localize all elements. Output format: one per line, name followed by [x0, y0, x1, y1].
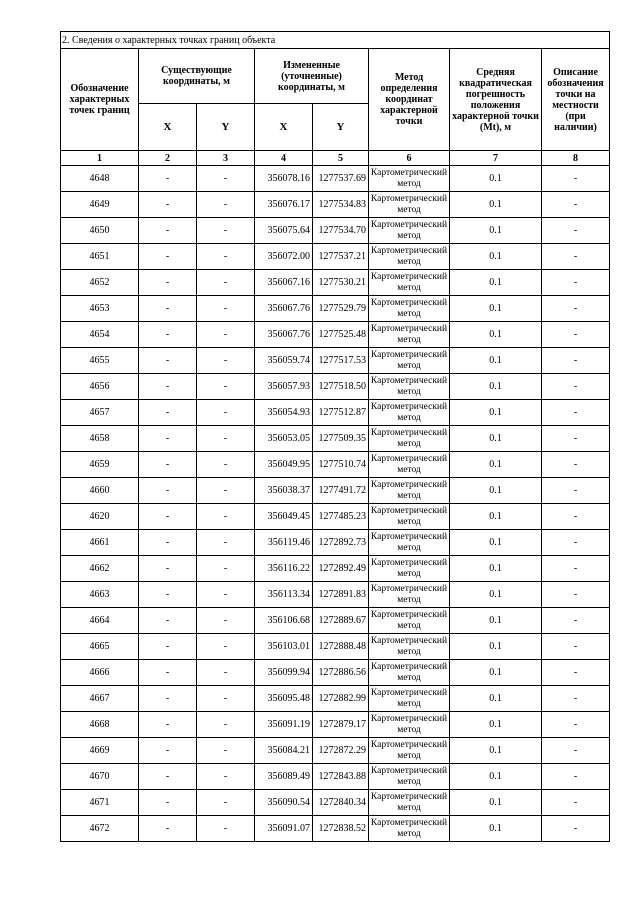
cell-existing-x: - [139, 582, 197, 608]
table-row [61, 738, 610, 764]
cell-changed-y: 1277510.74 [313, 452, 369, 478]
cell-accuracy: 0.1 [450, 400, 542, 426]
cell-changed-x: 356067.76 [255, 322, 313, 348]
cell-method: Картометрический метод [369, 218, 450, 244]
header-description: Описание обозначения точки на местности (при наличии) [542, 49, 610, 151]
table-row [61, 452, 610, 478]
cell-changed-y: 1272872.29 [313, 738, 369, 764]
cell-changed-y: 1272879.17 [313, 712, 369, 738]
cell-description: - [542, 452, 610, 478]
cell-point-number: 4672 [61, 816, 139, 842]
cell-changed-y: 1272891.83 [313, 582, 369, 608]
cell-method: Картометрический метод [369, 530, 450, 556]
cell-existing-x: - [139, 660, 197, 686]
table-row [61, 478, 610, 504]
cell-existing-y: - [197, 686, 255, 712]
cell-existing-y: - [197, 608, 255, 634]
cell-point-number: 4655 [61, 348, 139, 374]
cell-existing-x: - [139, 400, 197, 426]
cell-changed-x: 356078.16 [255, 166, 313, 192]
cell-point-number: 4666 [61, 660, 139, 686]
cell-existing-y: - [197, 634, 255, 660]
cell-accuracy: 0.1 [450, 608, 542, 634]
cell-method: Картометрический метод [369, 426, 450, 452]
table-row [61, 426, 610, 452]
cell-description: - [542, 764, 610, 790]
table-row [61, 556, 610, 582]
table-row [61, 608, 610, 634]
cell-point-number: 4668 [61, 712, 139, 738]
cell-changed-x: 356049.95 [255, 452, 313, 478]
cell-accuracy: 0.1 [450, 192, 542, 218]
cell-changed-y: 1277534.83 [313, 192, 369, 218]
cell-changed-y: 1277512.87 [313, 400, 369, 426]
cell-changed-y: 1272888.48 [313, 634, 369, 660]
cell-point-number: 4650 [61, 218, 139, 244]
cell-description: - [542, 218, 610, 244]
table-row [61, 322, 610, 348]
cell-changed-x: 356072.00 [255, 244, 313, 270]
cell-existing-y: - [197, 374, 255, 400]
cell-description: - [542, 634, 610, 660]
cell-existing-x: - [139, 686, 197, 712]
cell-changed-x: 356057.93 [255, 374, 313, 400]
cell-existing-y: - [197, 348, 255, 374]
cell-point-number: 4653 [61, 296, 139, 322]
table-row [61, 712, 610, 738]
cell-description: - [542, 686, 610, 712]
cell-existing-x: - [139, 712, 197, 738]
cell-existing-x: - [139, 764, 197, 790]
cell-method: Картометрический метод [369, 400, 450, 426]
cell-changed-x: 356038.37 [255, 478, 313, 504]
cell-changed-x: 356119.46 [255, 530, 313, 556]
cell-point-number: 4662 [61, 556, 139, 582]
cell-accuracy: 0.1 [450, 634, 542, 660]
cell-existing-y: - [197, 712, 255, 738]
cell-existing-x: - [139, 530, 197, 556]
cell-changed-x: 356075.64 [255, 218, 313, 244]
cell-existing-y: - [197, 556, 255, 582]
cell-changed-y: 1272889.67 [313, 608, 369, 634]
cell-existing-x: - [139, 374, 197, 400]
cell-existing-y: - [197, 400, 255, 426]
cell-point-number: 4652 [61, 270, 139, 296]
cell-changed-x: 356103.01 [255, 634, 313, 660]
cell-existing-y: - [197, 764, 255, 790]
table-row [61, 270, 610, 296]
cell-point-number: 4654 [61, 322, 139, 348]
cell-method: Картометрический метод [369, 608, 450, 634]
cell-existing-y: - [197, 192, 255, 218]
cell-point-number: 4656 [61, 374, 139, 400]
cell-existing-x: - [139, 270, 197, 296]
cell-existing-x: - [139, 478, 197, 504]
cell-accuracy: 0.1 [450, 322, 542, 348]
cell-point-number: 4620 [61, 504, 139, 530]
cell-description: - [542, 244, 610, 270]
cell-accuracy: 0.1 [450, 374, 542, 400]
cell-changed-y: 1277509.35 [313, 426, 369, 452]
cell-description: - [542, 426, 610, 452]
cell-changed-x: 356089.49 [255, 764, 313, 790]
cell-method: Картометрический метод [369, 478, 450, 504]
cell-accuracy: 0.1 [450, 712, 542, 738]
cell-changed-x: 356059.74 [255, 348, 313, 374]
cell-accuracy: 0.1 [450, 764, 542, 790]
table-row [61, 504, 610, 530]
column-number: 3 [197, 151, 255, 166]
cell-existing-x: - [139, 192, 197, 218]
cell-description: - [542, 660, 610, 686]
table-row [61, 244, 610, 270]
cell-changed-y: 1277530.21 [313, 270, 369, 296]
cell-description: - [542, 530, 610, 556]
cell-method: Картометрический метод [369, 166, 450, 192]
cell-existing-y: - [197, 790, 255, 816]
cell-accuracy: 0.1 [450, 270, 542, 296]
header-changed-coordinates: Измененные (уточненные) координаты, м [255, 49, 369, 104]
table-body [61, 166, 610, 842]
cell-description: - [542, 400, 610, 426]
column-number: 5 [313, 151, 369, 166]
cell-method: Картометрический метод [369, 296, 450, 322]
cell-method: Картометрический метод [369, 270, 450, 296]
table-row [61, 660, 610, 686]
column-number: 8 [542, 151, 610, 166]
cell-accuracy: 0.1 [450, 660, 542, 686]
cell-existing-y: - [197, 166, 255, 192]
cell-method: Картометрический метод [369, 556, 450, 582]
cell-changed-x: 356091.07 [255, 816, 313, 842]
cell-existing-x: - [139, 426, 197, 452]
cell-changed-y: 1277485.23 [313, 504, 369, 530]
cell-existing-y: - [197, 218, 255, 244]
cell-changed-x: 356091.19 [255, 712, 313, 738]
cell-changed-x: 356067.16 [255, 270, 313, 296]
cell-changed-x: 356084.21 [255, 738, 313, 764]
column-number: 2 [139, 151, 197, 166]
cell-point-number: 4660 [61, 478, 139, 504]
cell-description: - [542, 504, 610, 530]
cell-point-number: 4661 [61, 530, 139, 556]
cell-changed-x: 356106.68 [255, 608, 313, 634]
cell-point-number: 4671 [61, 790, 139, 816]
cell-changed-y: 1277534.70 [313, 218, 369, 244]
cell-method: Картометрический метод [369, 790, 450, 816]
cell-existing-y: - [197, 816, 255, 842]
cell-changed-y: 1272886.56 [313, 660, 369, 686]
cell-accuracy: 0.1 [450, 582, 542, 608]
cell-existing-y: - [197, 478, 255, 504]
cell-existing-x: - [139, 218, 197, 244]
cell-changed-x: 356054.93 [255, 400, 313, 426]
cell-changed-x: 356095.48 [255, 686, 313, 712]
cell-changed-x: 356090.54 [255, 790, 313, 816]
cell-existing-y: - [197, 296, 255, 322]
cell-existing-x: - [139, 452, 197, 478]
cell-changed-y: 1277525.48 [313, 322, 369, 348]
cell-changed-x: 356116.22 [255, 556, 313, 582]
table-row [61, 400, 610, 426]
cell-point-number: 4669 [61, 738, 139, 764]
column-number: 6 [369, 151, 450, 166]
cell-description: - [542, 322, 610, 348]
cell-accuracy: 0.1 [450, 816, 542, 842]
cell-method: Картометрический метод [369, 452, 450, 478]
header-accuracy: Средняя квадратическая погрешность положения характерной точки (Mt), м [450, 49, 542, 151]
cell-existing-x: - [139, 296, 197, 322]
table-row [61, 374, 610, 400]
table-row [61, 296, 610, 322]
header-method: Метод определения координат характерной точки [369, 49, 450, 151]
cell-changed-y: 1277537.69 [313, 166, 369, 192]
column-number: 7 [450, 151, 542, 166]
cell-method: Картометрический метод [369, 660, 450, 686]
cell-existing-y: - [197, 426, 255, 452]
cell-existing-x: - [139, 738, 197, 764]
cell-description: - [542, 816, 610, 842]
cell-changed-y: 1272843.88 [313, 764, 369, 790]
cell-accuracy: 0.1 [450, 166, 542, 192]
cell-method: Картометрический метод [369, 192, 450, 218]
cell-existing-y: - [197, 452, 255, 478]
cell-accuracy: 0.1 [450, 426, 542, 452]
cell-accuracy: 0.1 [450, 218, 542, 244]
cell-description: - [542, 374, 610, 400]
cell-method: Картометрический метод [369, 712, 450, 738]
cell-existing-x: - [139, 608, 197, 634]
cell-changed-y: 1277491.72 [313, 478, 369, 504]
cell-description: - [542, 712, 610, 738]
cell-method: Картометрический метод [369, 322, 450, 348]
cell-existing-y: - [197, 738, 255, 764]
cell-accuracy: 0.1 [450, 790, 542, 816]
cell-existing-x: - [139, 166, 197, 192]
cell-description: - [542, 192, 610, 218]
header-existing-x: X [139, 104, 197, 151]
cell-description: - [542, 738, 610, 764]
cell-method: Картометрический метод [369, 738, 450, 764]
table-row [61, 686, 610, 712]
cell-point-number: 4667 [61, 686, 139, 712]
cell-description: - [542, 166, 610, 192]
cell-changed-y: 1272882.99 [313, 686, 369, 712]
cell-existing-x: - [139, 322, 197, 348]
cell-existing-y: - [197, 582, 255, 608]
cell-existing-x: - [139, 556, 197, 582]
column-number: 4 [255, 151, 313, 166]
cell-description: - [542, 556, 610, 582]
cell-description: - [542, 582, 610, 608]
cell-changed-y: 1272892.73 [313, 530, 369, 556]
cell-method: Картометрический метод [369, 582, 450, 608]
table-row [61, 348, 610, 374]
cell-method: Картометрический метод [369, 634, 450, 660]
cell-method: Картометрический метод [369, 504, 450, 530]
cell-existing-x: - [139, 816, 197, 842]
cell-existing-x: - [139, 348, 197, 374]
cell-description: - [542, 790, 610, 816]
cell-point-number: 4657 [61, 400, 139, 426]
cell-description: - [542, 478, 610, 504]
cell-method: Картометрический метод [369, 764, 450, 790]
table-row [61, 634, 610, 660]
boundary-points-table [60, 31, 610, 842]
cell-changed-x: 356053.05 [255, 426, 313, 452]
cell-point-number: 4658 [61, 426, 139, 452]
cell-changed-y: 1272838.52 [313, 816, 369, 842]
table-row [61, 790, 610, 816]
cell-point-number: 4651 [61, 244, 139, 270]
header-changed-y: Y [313, 104, 369, 151]
cell-point-number: 4665 [61, 634, 139, 660]
cell-existing-y: - [197, 244, 255, 270]
cell-method: Картометрический метод [369, 244, 450, 270]
cell-changed-y: 1277529.79 [313, 296, 369, 322]
cell-accuracy: 0.1 [450, 452, 542, 478]
cell-point-number: 4670 [61, 764, 139, 790]
cell-changed-x: 356099.94 [255, 660, 313, 686]
cell-existing-y: - [197, 504, 255, 530]
column-number: 1 [61, 151, 139, 166]
cell-description: - [542, 296, 610, 322]
cell-point-number: 4659 [61, 452, 139, 478]
cell-method: Картометрический метод [369, 686, 450, 712]
cell-accuracy: 0.1 [450, 348, 542, 374]
cell-point-number: 4649 [61, 192, 139, 218]
header-existing-coordinates: Существующие координаты, м [139, 49, 255, 104]
table-row [61, 764, 610, 790]
cell-changed-x: 356049.45 [255, 504, 313, 530]
cell-changed-y: 1277537.21 [313, 244, 369, 270]
cell-description: - [542, 270, 610, 296]
cell-changed-x: 356113.34 [255, 582, 313, 608]
cell-existing-y: - [197, 660, 255, 686]
cell-existing-x: - [139, 244, 197, 270]
cell-existing-x: - [139, 504, 197, 530]
cell-accuracy: 0.1 [450, 738, 542, 764]
cell-accuracy: 0.1 [450, 478, 542, 504]
cell-point-number: 4648 [61, 166, 139, 192]
cell-existing-y: - [197, 270, 255, 296]
cell-changed-y: 1277518.50 [313, 374, 369, 400]
cell-accuracy: 0.1 [450, 686, 542, 712]
header-point-designation: Обозначение характерных точек границ [61, 49, 139, 151]
table-row [61, 582, 610, 608]
cell-changed-y: 1272840.34 [313, 790, 369, 816]
cell-point-number: 4663 [61, 582, 139, 608]
cell-changed-y: 1277517.53 [313, 348, 369, 374]
table-row [61, 530, 610, 556]
cell-accuracy: 0.1 [450, 296, 542, 322]
cell-point-number: 4664 [61, 608, 139, 634]
cell-description: - [542, 608, 610, 634]
table-row [61, 166, 610, 192]
cell-changed-x: 356067.76 [255, 296, 313, 322]
table-row [61, 816, 610, 842]
cell-description: - [542, 348, 610, 374]
cell-changed-y: 1272892.49 [313, 556, 369, 582]
header-existing-y: Y [197, 104, 255, 151]
cell-accuracy: 0.1 [450, 530, 542, 556]
cell-method: Картометрический метод [369, 348, 450, 374]
cell-existing-y: - [197, 530, 255, 556]
table-row [61, 218, 610, 244]
cell-method: Картометрический метод [369, 374, 450, 400]
cell-accuracy: 0.1 [450, 504, 542, 530]
cell-existing-x: - [139, 790, 197, 816]
cell-accuracy: 0.1 [450, 244, 542, 270]
table-row [61, 192, 610, 218]
header-changed-x: X [255, 104, 313, 151]
cell-existing-y: - [197, 322, 255, 348]
table-caption: 2. Сведения о характерных точках границ объекта [61, 32, 610, 49]
cell-method: Картометрический метод [369, 816, 450, 842]
cell-changed-x: 356076.17 [255, 192, 313, 218]
cell-accuracy: 0.1 [450, 556, 542, 582]
cell-existing-x: - [139, 634, 197, 660]
